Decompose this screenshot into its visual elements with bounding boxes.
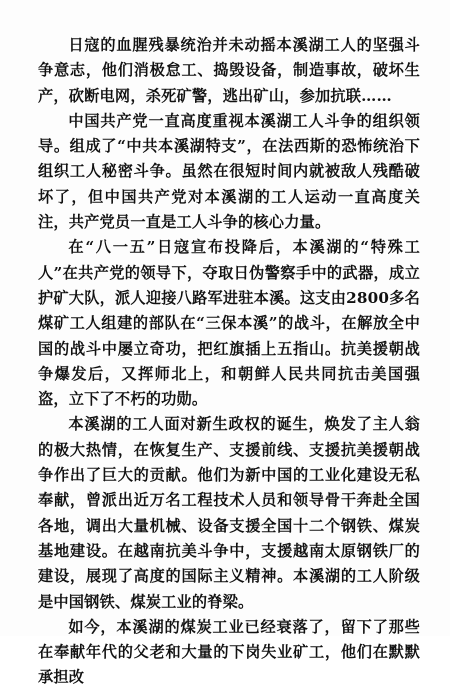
paragraph-2: 中国共产党一直高度重视本溪湖工人斗争的组织领导。组成了“中共本溪湖特支”，在法西斯的恐怖统治下组织工人秘密斗争。虽然在很短时间内就被敌人残酷破坏了，但中国共产党对本溪湖的工人运动一直高度关注，共产党员一直是工人斗争的核心力量。 xyxy=(38,111,420,232)
paragraph-4: 本溪湖的工人面对新生政权的诞生，焕发了主人翁的极大热情，在恢复生产、支援前线、支援抗美援朝战争作出了巨大的贡献。他们为新中国的工业化建设无私奉献，曾派出近万名工程技术人员和领导骨干奔赴全国各地，调出大量机械、设备支援全国十二个钢铁、煤炭基地建设。在越南抗美斗争中，支援越南太原钢铁厂的建设，展现了高度的国际主义精神。本溪湖的工人阶级是中国钢铁、煤炭工业的脊梁。 xyxy=(38,415,420,611)
body-text xyxy=(38,33,420,691)
paragraph-1: 日寇的血腥残暴统治并未动摇本溪湖工人的坚强斗争意志，他们消极怠工、捣毁设备，制造事故，破坏生产，砍断电网，杀死矿警，逃出矿山，参加抗联…… xyxy=(38,36,420,105)
paragraph-3: 在“八一五”日寇宣布投降后，本溪湖的“特殊工人”在共产党的领导下，夺取日伪警察手中的武器，成立护矿大队，派人迎接八路军进驻本溪。这支由2800多名煤矿工人组建的部队在“三保本溪”的战斗，在解放全中国的战斗中屡立奇功，把红旗插上五指山。抗美援朝战争爆发后，又挥师北上，和朝鲜人民共同抗击美国强盗，立下了不朽的功勋。 xyxy=(38,238,420,409)
paragraph-5: 如今，本溪湖的煤炭工业已经衰落了，留下了那些在奉献年代的父老和大量的下岗失业矿工，他们在默默承担改 xyxy=(38,617,420,687)
